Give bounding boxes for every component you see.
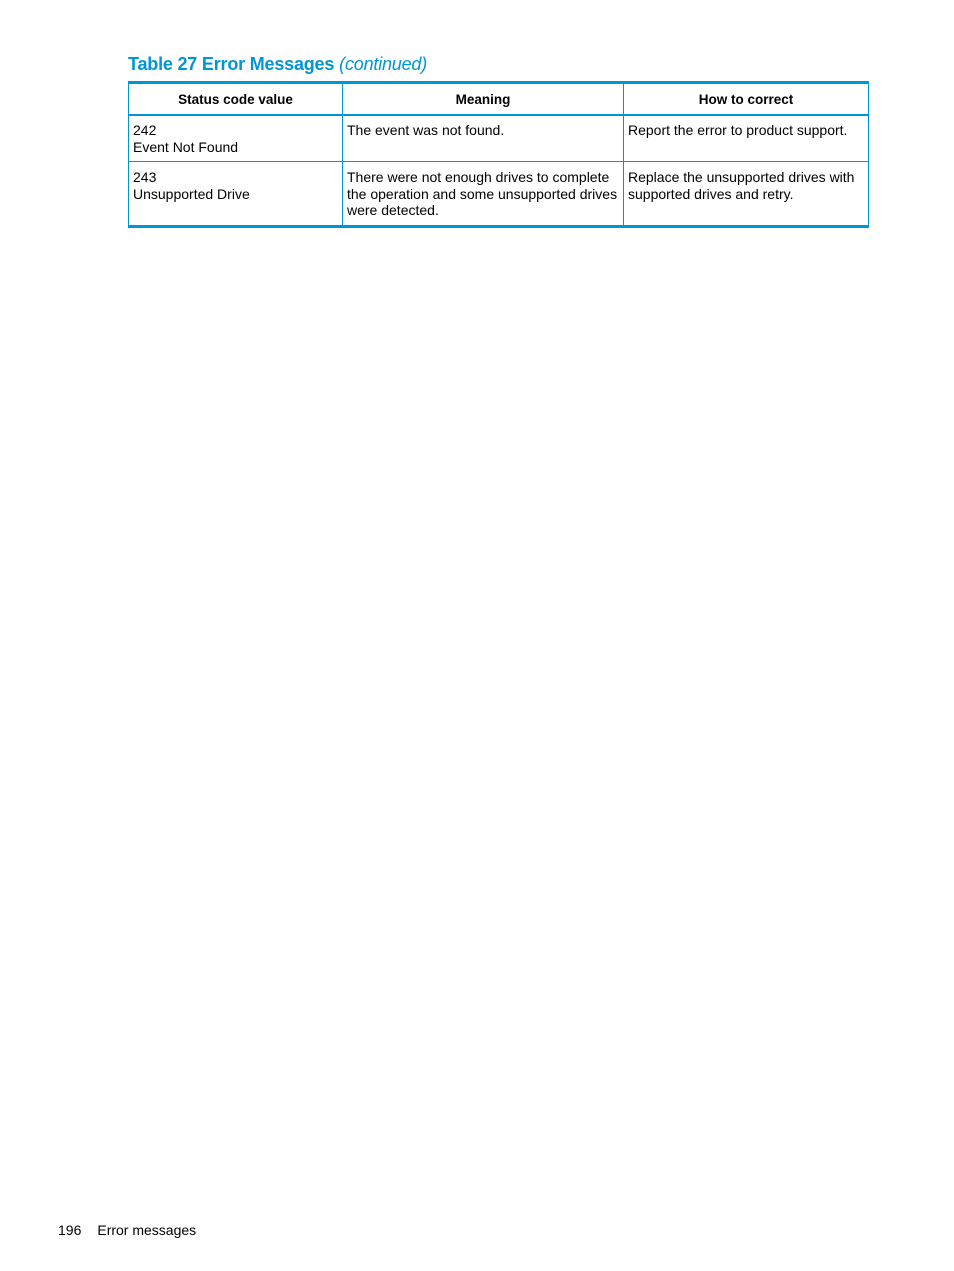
footer-section-title: Error messages bbox=[97, 1222, 197, 1238]
header-status-code: Status code value bbox=[129, 83, 343, 116]
error-messages-table bbox=[128, 81, 869, 228]
table-row bbox=[129, 115, 869, 162]
table-continued-label: (continued) bbox=[339, 54, 428, 74]
meaning-cell: There were not enough drives to complete the operation and some unsupported drives were detected. bbox=[343, 162, 624, 227]
status-code-number: 243 bbox=[133, 169, 157, 185]
header-how-to-correct: How to correct bbox=[624, 83, 869, 116]
table-caption bbox=[128, 54, 427, 75]
page-footer bbox=[58, 1222, 196, 1238]
status-code-cell bbox=[129, 115, 343, 162]
header-meaning: Meaning bbox=[343, 83, 624, 116]
page-number: 196 bbox=[58, 1222, 82, 1238]
table-row bbox=[129, 162, 869, 227]
table-header-row bbox=[129, 83, 869, 116]
table-title: Table 27 Error Messages bbox=[128, 54, 335, 74]
status-code-name: Unsupported Drive bbox=[133, 185, 250, 202]
correction-cell: Replace the unsupported drives with supported drives and retry. bbox=[624, 162, 869, 227]
status-code-cell bbox=[129, 162, 343, 227]
meaning-cell: The event was not found. bbox=[343, 115, 624, 162]
correction-cell: Report the error to product support. bbox=[624, 115, 869, 162]
status-code-name: Event Not Found bbox=[133, 138, 239, 155]
status-code-number: 242 bbox=[133, 122, 157, 138]
